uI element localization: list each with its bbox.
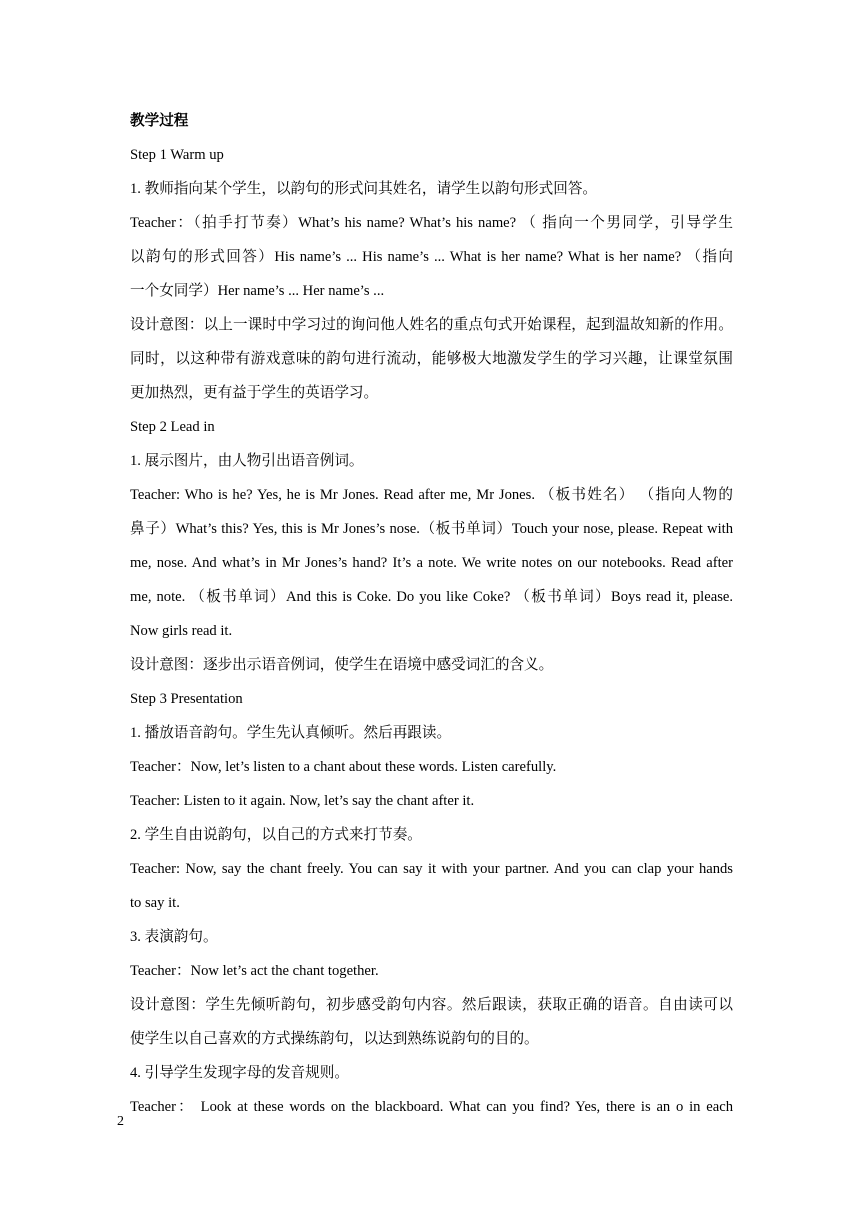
section-heading: 教学过程 [130, 113, 189, 129]
text-line: Teacher： Look at these words on the blackboard. What can you find? Yes, there is an o in each [130, 1099, 733, 1115]
page-number: 2 [117, 1114, 124, 1129]
text-line: 3. 表演韵句。 [130, 929, 218, 945]
text-line: Teacher：（拍手打节奏）What’s his name? What’s his name? （ 指向一个男同学，引导学生 [130, 215, 733, 231]
text-line: me, note. （板书单词）And this is Coke. Do you like Coke? （板书单词）Boys read it, please. [130, 589, 733, 605]
text-line: Teacher: Listen to it again. Now, let’s say the chant after it. [130, 793, 475, 809]
step-heading: Step 3 Presentation [130, 691, 243, 707]
text-line: 设计意图：学生先倾听韵句，初步感受韵句内容。然后跟读，获取正确的语音。自由读可以 [130, 997, 733, 1013]
text-line: 设计意图：逐步出示语音例词，使学生在语境中感受词汇的含义。 [130, 657, 554, 673]
text-line: Teacher: Now, say the chant freely. You can say it with your partner. And you can clap your hands [130, 861, 733, 877]
text-line: me, nose. And what’s in Mr Jones’s hand? It’s a note. We write notes on our notebooks. Read after [130, 555, 733, 571]
text-line: 使学生以自己喜欢的方式操练韵句，以达到熟练说韵句的目的。 [130, 1031, 539, 1047]
text-line: 1. 展示图片，由人物引出语音例词。 [130, 453, 364, 469]
text-line: 1. 播放语音韵句。学生先认真倾听。然后再跟读。 [130, 725, 452, 741]
text-line: 1. 教师指向某个学生，以韵句的形式问其姓名，请学生以韵句形式回答。 [130, 181, 598, 197]
text-line: Now girls read it. [130, 623, 233, 639]
text-line: 同时，以这种带有游戏意味的韵句进行流动，能够极大地激发学生的学习兴趣，让课堂氛围 [130, 351, 733, 367]
text-line: 一个女同学）Her name’s ... Her name’s ... [130, 283, 385, 299]
step-heading: Step 2 Lead in [130, 419, 215, 435]
text-line: Teacher：Now let’s act the chant together. [130, 963, 379, 979]
text-line: 以韵句的形式回答）His name’s ... His name’s ... What is her name? What is her name? （指向 [130, 249, 733, 265]
text-line: 鼻子）What’s this? Yes, this is Mr Jones’s nose.（板书单词）Touch your nose, please. Repeat with [130, 521, 733, 537]
text-line: Teacher：Now, let’s listen to a chant about these words. Listen carefully. [130, 759, 557, 775]
step-heading: Step 1 Warm up [130, 147, 224, 163]
text-line: Teacher: Who is he? Yes, he is Mr Jones. Read after me, Mr Jones. （板书姓名） （指向人物的 [130, 487, 733, 503]
text-line: 4. 引导学生发现字母的发音规则。 [130, 1065, 349, 1081]
text-line: 更加热烈，更有益于学生的英语学习。 [130, 385, 379, 401]
text-line: to say it. [130, 895, 180, 911]
text-line: 2. 学生自由说韵句，以自己的方式来打节奏。 [130, 827, 422, 843]
text-line: 设计意图：以上一课时中学习过的询问他人姓名的重点句式开始课程，起到温故知新的作用。 [130, 317, 733, 333]
